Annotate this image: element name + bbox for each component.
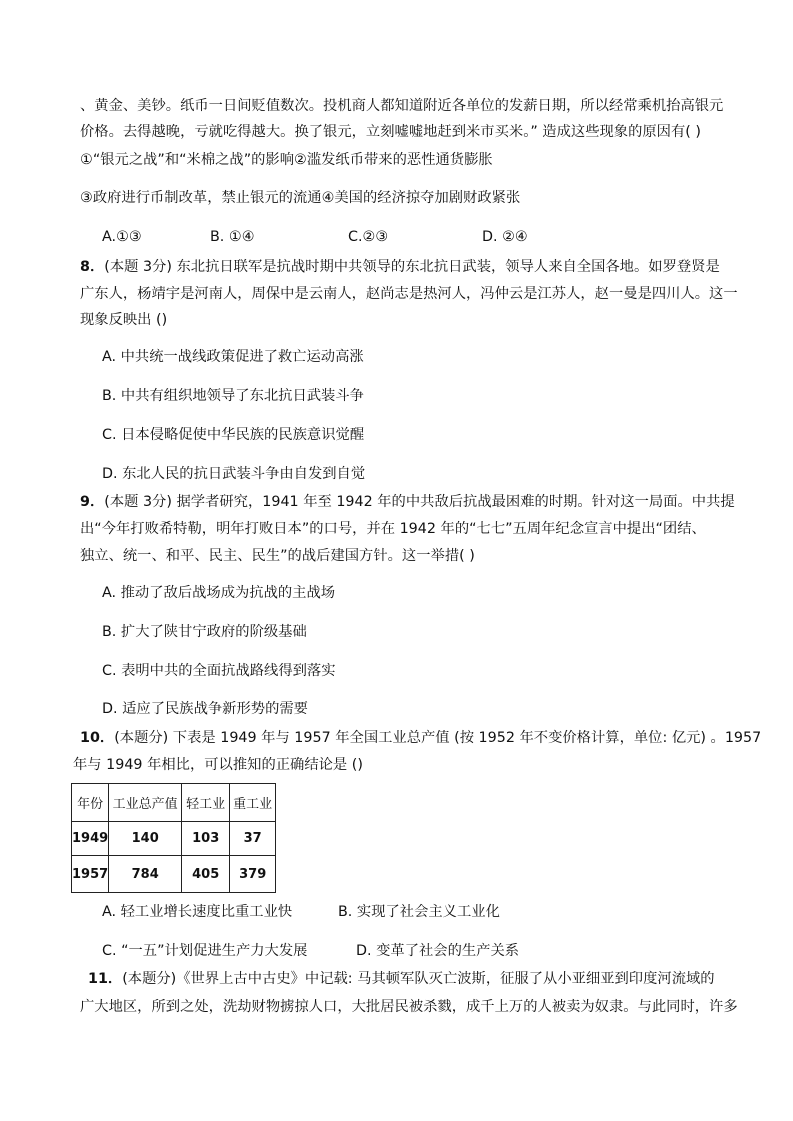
table-header-cell: 工业总产值 <box>109 784 182 822</box>
table-cell: 784 <box>109 856 182 893</box>
q7-line-4: ③政府进行币制改革，禁止银元的流通④美国的经济掠夺加剧财政紧张 <box>80 190 521 206</box>
table-header-row <box>72 784 276 822</box>
q9-stem-line-3: 独立、统一、和平、民主、民生”的战后建国方针。这一举措( ) <box>80 548 475 564</box>
table-cell: 379 <box>230 856 276 893</box>
q10-option-a[interactable]: A. 轻工业增长速度比重工业快 <box>102 904 293 920</box>
q8-stem-line-1 <box>80 257 720 277</box>
q8-stem-line-3: 现象反映出 () <box>80 312 168 328</box>
q7-option-b[interactable]: B. ①④ <box>210 229 255 245</box>
q11-number: 11． <box>88 971 123 987</box>
table-row <box>72 856 276 893</box>
table-cell: 37 <box>230 822 276 856</box>
q11-stem-line-2: 广大地区，所到之处，洗劫财物掳掠人口，大批居民被杀戮，成千上万的人被卖为奴隶。与此同时，许多 <box>80 999 738 1015</box>
table-cell: 1957 <box>72 856 109 893</box>
q9-stem-line-1 <box>80 492 735 512</box>
table-header-cell: 轻工业 <box>182 784 230 822</box>
q10-option-c[interactable]: C. “一五”计划促进生产力大发展 <box>102 943 308 959</box>
q9-stem-line-2: 出“今年打败希特勒，明年打败日本”的口号，并在 1942 年的“七七”五周年纪念宣言中提出“团结、 <box>80 521 706 537</box>
table-cell: 405 <box>182 856 230 893</box>
q10-option-d[interactable]: D. 变革了社会的生产关系 <box>356 943 520 959</box>
q7-line-1: 、黄金、美钞。纸币一日间贬值数次。投机商人都知道附近各单位的发薪日期，所以经常乘机抬高银元 <box>80 98 724 114</box>
q8-stem-text: (本题 3分) 东北抗日联军是抗战时期中共领导的东北抗日武装，领导人来自全国各地。如罗登贤是 <box>104 259 720 275</box>
q8-stem-line-2: 广东人，杨靖宇是河南人，周保中是云南人，赵尚志是热河人，冯仲云是江苏人，赵一曼是四川人。这一 <box>80 286 738 302</box>
q7-option-c[interactable]: C.②③ <box>348 229 389 245</box>
q11-stem-line-1 <box>88 969 715 989</box>
table-row <box>72 822 276 856</box>
q7-option-a[interactable]: A.①③ <box>102 229 142 245</box>
q9-option-a[interactable]: A. 推动了敌后战场成为抗战的主战场 <box>102 585 336 601</box>
q7-option-d[interactable]: D. ②④ <box>482 229 528 245</box>
q9-number: 9． <box>80 494 105 510</box>
q9-stem-text: (本题 3分) 据学者研究，1941 年至 1942 年的中共敌后抗战最困难的时期。针对这一局面。中共提 <box>104 494 735 510</box>
q8-number: 8． <box>80 259 105 275</box>
q9-option-b[interactable]: B. 扩大了陕甘宁政府的阶级基础 <box>102 624 307 640</box>
q10-option-b[interactable]: B. 实现了社会主义工业化 <box>338 904 500 920</box>
q9-option-c[interactable]: C. 表明中共的全面抗战路线得到落实 <box>102 663 336 679</box>
q10-stem-line-2: 年与 1949 年相比，可以推知的正确结论是 () <box>73 757 363 773</box>
q10-number: 10． <box>80 730 115 746</box>
q7-line-3: ①“银元之战”和“米棉之战”的影响②滥发纸币带来的恶性通货膨胀 <box>80 152 493 168</box>
table-cell: 103 <box>182 822 230 856</box>
q10-stem-text: (本题分) 下表是 1949 年与 1957 年全国工业总产值 (按 1952 年不变价格计算，单位: 亿元) 。1957 <box>114 730 762 746</box>
industry-output-table <box>71 783 276 893</box>
q11-stem-text: (本题分)《世界上古中古史》中记载: 马其顿军队灭亡波斯，征服了从小亚细亚到印度河流域的 <box>122 971 715 987</box>
q8-option-c[interactable]: C. 日本侵略促使中华民族的民族意识觉醒 <box>102 427 365 443</box>
q8-option-a[interactable]: A. 中共统一战线政策促进了救亡运动高涨 <box>102 349 364 365</box>
q10-stem-line-1 <box>80 728 761 748</box>
table-header-cell: 重工业 <box>230 784 276 822</box>
table-cell: 140 <box>109 822 182 856</box>
q7-line-2: 价格。去得越晚，亏就吃得越大。换了银元，立刻嘘嘘地赶到米市买米。” 造成这些现象的原因有( ) <box>80 124 701 140</box>
table-header-cell: 年份 <box>72 784 109 822</box>
q9-option-d[interactable]: D. 适应了民族战争新形势的需要 <box>102 701 308 717</box>
q8-option-b[interactable]: B. 中共有组织地领导了东北抗日武装斗争 <box>102 388 364 404</box>
q8-option-d[interactable]: D. 东北人民的抗日武装斗争由自发到自觉 <box>102 466 366 482</box>
table-cell: 1949 <box>72 822 109 856</box>
